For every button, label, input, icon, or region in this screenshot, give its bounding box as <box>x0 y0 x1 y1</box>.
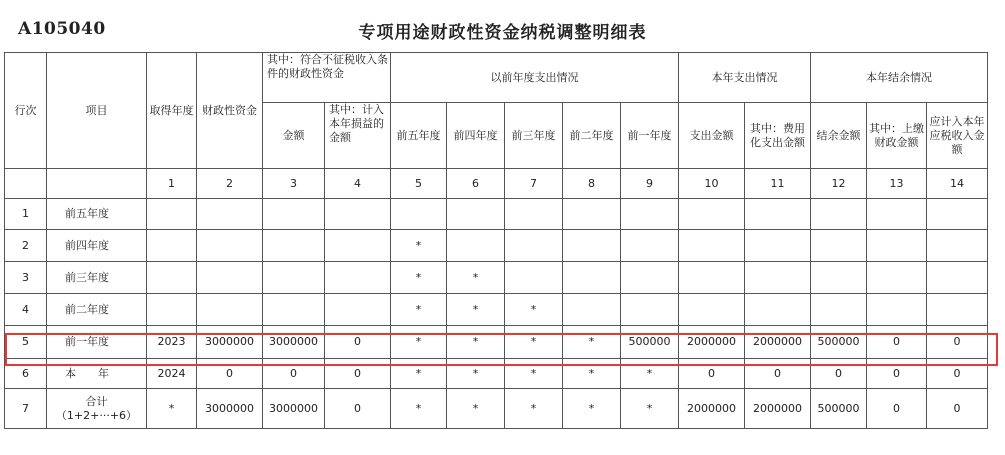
adjustment-table <box>4 52 988 429</box>
header-taxable-income: 应计入本年应税收入金额 <box>927 103 988 169</box>
table-row <box>5 359 988 389</box>
table-cell: * <box>505 389 563 429</box>
table-cell: * <box>505 326 563 359</box>
table-cell <box>811 230 867 262</box>
table-cell: 2024 <box>147 359 197 389</box>
table-cell <box>505 199 563 230</box>
table-cell: * <box>505 359 563 389</box>
table-row <box>5 199 988 230</box>
table-cell: * <box>447 326 505 359</box>
table-cell: * <box>563 326 621 359</box>
header-included-income: 其中：计入本年损益的金额 <box>325 103 391 169</box>
table-cell <box>679 294 745 326</box>
table-cell <box>745 199 811 230</box>
table-cell: * <box>447 294 505 326</box>
table-cell <box>745 294 811 326</box>
header-turned-over: 其中：上缴财政金额 <box>867 103 927 169</box>
table-cell: 0 <box>325 359 391 389</box>
table-cell: * <box>621 359 679 389</box>
row-item <box>47 389 147 429</box>
table-cell <box>811 199 867 230</box>
col-number: 11 <box>745 169 811 199</box>
table-cell <box>621 262 679 294</box>
row-number: 6 <box>5 359 47 389</box>
col-number-blank <box>5 169 47 199</box>
table-cell: * <box>391 262 447 294</box>
table-cell <box>621 294 679 326</box>
table-cell <box>867 230 927 262</box>
table-cell: 0 <box>679 359 745 389</box>
table-cell <box>679 199 745 230</box>
table-cell: 0 <box>867 359 927 389</box>
header-prior-years-group: 以前年度支出情况 <box>391 53 679 103</box>
header-row-no: 行次 <box>5 53 47 169</box>
table-cell: * <box>391 294 447 326</box>
table-row <box>5 262 988 294</box>
col-number: 4 <box>325 169 391 199</box>
col-number: 12 <box>811 169 867 199</box>
table-cell: 3000000 <box>263 326 325 359</box>
table-cell: 3000000 <box>197 326 263 359</box>
table-cell <box>197 262 263 294</box>
table-cell: 0 <box>811 359 867 389</box>
table-cell <box>197 199 263 230</box>
header-first-prior: 前一年度 <box>621 103 679 169</box>
table-cell <box>563 262 621 294</box>
row-number: 2 <box>5 230 47 262</box>
table-cell: 500000 <box>811 326 867 359</box>
table-cell: 500000 <box>621 326 679 359</box>
table-cell <box>447 230 505 262</box>
table-cell: 2000000 <box>745 389 811 429</box>
table-cell: 0 <box>927 359 988 389</box>
row-number: 4 <box>5 294 47 326</box>
table-cell <box>391 199 447 230</box>
header-expense-amount: 支出金额 <box>679 103 745 169</box>
row-item: 前五年度 <box>47 199 147 230</box>
table-cell <box>563 199 621 230</box>
table-cell <box>563 230 621 262</box>
table-cell: 0 <box>325 326 391 359</box>
table-cell <box>867 262 927 294</box>
table-cell: 3000000 <box>197 389 263 429</box>
row-item: 前一年度 <box>47 326 147 359</box>
header-balance-amount: 结余金额 <box>811 103 867 169</box>
table-cell <box>927 294 988 326</box>
table-cell <box>927 262 988 294</box>
table-cell: 3000000 <box>263 389 325 429</box>
col-number: 6 <box>447 169 505 199</box>
col-number: 7 <box>505 169 563 199</box>
table-cell <box>197 230 263 262</box>
table-cell <box>325 294 391 326</box>
table-cell: 0 <box>197 359 263 389</box>
table-cell: 500000 <box>811 389 867 429</box>
table-cell <box>621 230 679 262</box>
table-cell <box>325 199 391 230</box>
row-number: 1 <box>5 199 47 230</box>
table-cell <box>867 199 927 230</box>
table-cell: * <box>563 359 621 389</box>
table-cell: 2023 <box>147 326 197 359</box>
table-cell: * <box>391 326 447 359</box>
row-item: 前二年度 <box>47 294 147 326</box>
table-cell: 2000000 <box>679 389 745 429</box>
col-number: 14 <box>927 169 988 199</box>
table-cell: * <box>447 389 505 429</box>
table-cell <box>927 199 988 230</box>
table-cell <box>505 230 563 262</box>
table-cell <box>147 230 197 262</box>
table-cell: * <box>505 294 563 326</box>
table-cell <box>325 230 391 262</box>
row-number: 7 <box>5 389 47 429</box>
header-nontaxable-group: 其中：符合不征税收入条件的财政性资金 <box>263 53 391 103</box>
table-cell <box>325 262 391 294</box>
table-cell <box>147 199 197 230</box>
table-row <box>5 326 988 359</box>
table-row <box>5 230 988 262</box>
form-code: A105040 <box>18 19 106 39</box>
header-third-prior: 前三年度 <box>505 103 563 169</box>
table-cell <box>621 199 679 230</box>
table-cell: * <box>447 359 505 389</box>
table-cell <box>811 262 867 294</box>
table-cell: * <box>391 230 447 262</box>
header-current-group: 本年支出情况 <box>679 53 811 103</box>
table-row <box>5 389 988 429</box>
row-number: 5 <box>5 326 47 359</box>
table-cell <box>505 262 563 294</box>
col-number: 8 <box>563 169 621 199</box>
table-row <box>5 294 988 326</box>
table-cell <box>811 294 867 326</box>
table-cell: 0 <box>927 389 988 429</box>
table-cell <box>867 294 927 326</box>
table-cell <box>147 294 197 326</box>
row-number: 3 <box>5 262 47 294</box>
header-second-prior: 前二年度 <box>563 103 621 169</box>
col-number: 2 <box>197 169 263 199</box>
table-cell <box>679 262 745 294</box>
table-cell <box>147 262 197 294</box>
table-cell: 0 <box>745 359 811 389</box>
table-cell: * <box>147 389 197 429</box>
header-fiscal-funds: 财政性资金 <box>197 53 263 169</box>
col-number: 9 <box>621 169 679 199</box>
table-cell <box>563 294 621 326</box>
header-amount: 金额 <box>263 103 325 169</box>
table-cell <box>745 230 811 262</box>
col-number-blank <box>47 169 147 199</box>
row-item: 前四年度 <box>47 230 147 262</box>
table-cell <box>679 230 745 262</box>
table-cell: * <box>621 389 679 429</box>
table-cell: 0 <box>927 326 988 359</box>
table-cell: 0 <box>867 326 927 359</box>
table-cell <box>745 262 811 294</box>
column-number-row <box>5 169 988 199</box>
header-year-obtained: 取得年度 <box>147 53 197 169</box>
table-cell: 0 <box>867 389 927 429</box>
col-number: 3 <box>263 169 325 199</box>
header-fourth-prior: 前四年度 <box>447 103 505 169</box>
header-fifth-prior: 前五年度 <box>391 103 447 169</box>
table-cell <box>263 199 325 230</box>
table-cell: 2000000 <box>679 326 745 359</box>
table-cell <box>263 294 325 326</box>
table-cell: 0 <box>325 389 391 429</box>
table-cell: 2000000 <box>745 326 811 359</box>
row-item-label: 合计 <box>85 394 108 408</box>
table-cell <box>927 230 988 262</box>
header-balance-group: 本年结余情况 <box>811 53 988 103</box>
row-item: 前三年度 <box>47 262 147 294</box>
col-number: 10 <box>679 169 745 199</box>
table-cell <box>263 262 325 294</box>
table-cell <box>447 199 505 230</box>
table-cell: * <box>391 359 447 389</box>
table-cell <box>263 230 325 262</box>
row-item: 本 年 <box>47 359 147 389</box>
document-title: 专项用途财政性资金纳税调整明细表 <box>358 23 647 43</box>
header-expensed-amount: 其中：费用化支出金额 <box>745 103 811 169</box>
table-cell: * <box>447 262 505 294</box>
table-cell: 0 <box>263 359 325 389</box>
col-number: 1 <box>147 169 197 199</box>
row-item-formula: （1+2+···+6） <box>55 408 138 422</box>
col-number: 5 <box>391 169 447 199</box>
header-item: 项目 <box>47 53 147 169</box>
col-number: 13 <box>867 169 927 199</box>
table-cell: * <box>391 389 447 429</box>
table-cell: * <box>563 389 621 429</box>
table-cell <box>197 294 263 326</box>
